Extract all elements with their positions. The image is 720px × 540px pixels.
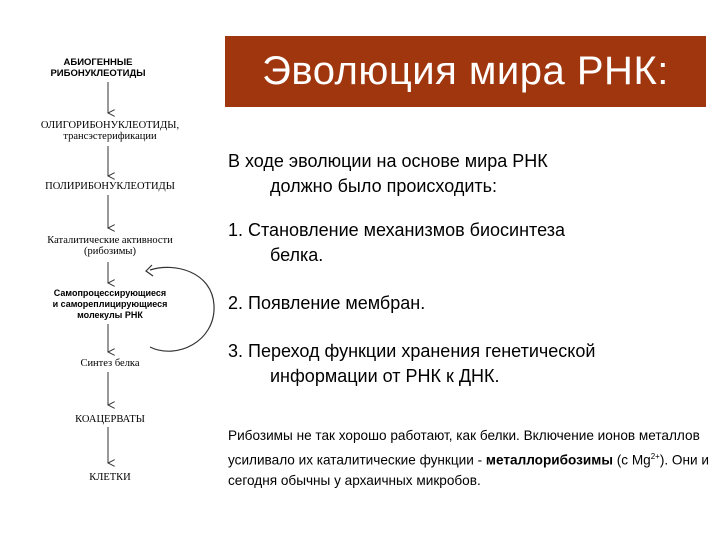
note-superscript: 2+: [650, 451, 660, 461]
stage-catalytic-activities: [30, 235, 190, 257]
intro-line2: должно было происходить:: [270, 176, 497, 196]
stage-self-replicating-rna: [30, 288, 190, 321]
item-3-line1: 3. Переход функции хранения генетической: [228, 341, 596, 361]
stage-5-line3: молекулы РНК: [77, 310, 143, 320]
item-1-line2: белка.: [270, 245, 324, 265]
stage-8-line1: КЛЕТКИ: [89, 472, 131, 483]
stage-1-line1: АБИОГЕННЫЕ: [63, 57, 133, 68]
stage-2-line2: трансэстерификации: [63, 131, 157, 142]
note-part3: ). Они и сегодня обычны у архаичных микробов.: [228, 452, 709, 488]
stage-4-line2: (рибозимы): [84, 246, 136, 257]
stage-cells: [30, 472, 190, 483]
stage-polyribonucleotides: [30, 181, 190, 192]
note-part1: Рибозимы не так хорошо работают, как белки. Включение ионов металлов усиливало их каталитические функции -: [228, 428, 700, 468]
stage-2-line1: ОЛИГОРИБОНУКЛЕОТИДЫ,: [40, 120, 180, 131]
note-part2: (с Mg: [616, 452, 651, 468]
stage-7-line1: КОАЦЕРВАТЫ: [75, 414, 145, 425]
slide-title: Эволюция мира РНК:: [262, 49, 669, 93]
evolution-flowchart: [0, 0, 225, 540]
item-2-line1: 2. Появление мембран.: [228, 293, 426, 313]
stage-5-line1: Самопроцессирующиеся: [53, 288, 167, 298]
main-text: [228, 149, 714, 389]
stage-4-line1: Каталитические активности: [47, 235, 173, 246]
stage-5-line2: и самореплицирующиеся: [52, 299, 168, 309]
stage-oligoribonucleotides: [30, 120, 190, 142]
ribozyme-note: [228, 426, 716, 491]
stage-abiogenic-ribonucleotides: [38, 57, 158, 79]
stage-coacervates: [30, 414, 190, 425]
item-3-line2: информации от РНК к ДНК.: [270, 366, 500, 386]
intro-line1: В ходе эволюции на основе мира РНК: [228, 151, 548, 171]
title-banner: [225, 36, 706, 107]
item-1-line1: 1. Становление механизмов биосинтеза: [228, 220, 565, 240]
stage-3-line1: ПОЛИРИБОНУКЛЕОТИДЫ: [45, 181, 175, 192]
stage-1-line2: РИБОНУКЛЕОТИДЫ: [50, 68, 146, 79]
note-bold-term: металлорибозимы: [485, 452, 613, 468]
flow-arrows: [0, 0, 225, 540]
stage-6-line1: Синтез белка: [80, 358, 140, 369]
stage-protein-synthesis: [30, 358, 190, 369]
